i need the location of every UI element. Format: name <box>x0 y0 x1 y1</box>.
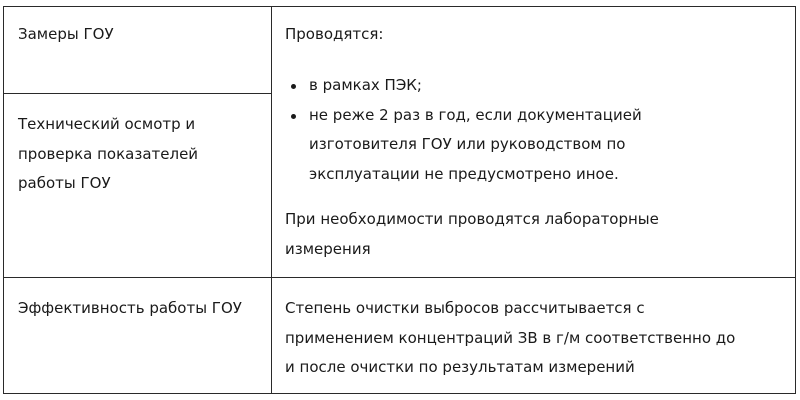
cell-measurements-label: Замеры ГОУ <box>18 25 114 43</box>
cell-conducted-heading: Проводятся: <box>285 25 384 43</box>
cell-lab-note: При необходимости проводятся лабораторные измерения <box>285 210 659 258</box>
column-divider <box>271 7 272 393</box>
cell-inspection-line: проверка показателей <box>18 144 199 163</box>
cell-efficiency-description: Степень очистки выбросов рассчитывается с применением концентраций ЗВ в г/м соответственно до и после очистки по результатам измерений <box>285 299 736 376</box>
cell-inspection-line: Технический осмотр и <box>18 115 196 133</box>
conditions-list <box>285 71 642 189</box>
cell-inspection-line: работы ГОУ <box>18 174 111 192</box>
bullet-icon <box>291 84 296 89</box>
row-divider <box>4 277 795 278</box>
info-table <box>3 6 796 394</box>
row-divider-left <box>4 93 271 94</box>
cell-inspection-label <box>18 110 198 199</box>
cell-efficiency-label: Эффективность работы ГОУ <box>18 299 242 317</box>
list-item: не реже 2 раз в год, если документацией изготовителя ГОУ или руководством по эксплуатации не предусмотрено иное. <box>285 101 642 190</box>
list-item: в рамках ПЭК; <box>285 71 642 101</box>
bullet-icon <box>291 114 296 119</box>
